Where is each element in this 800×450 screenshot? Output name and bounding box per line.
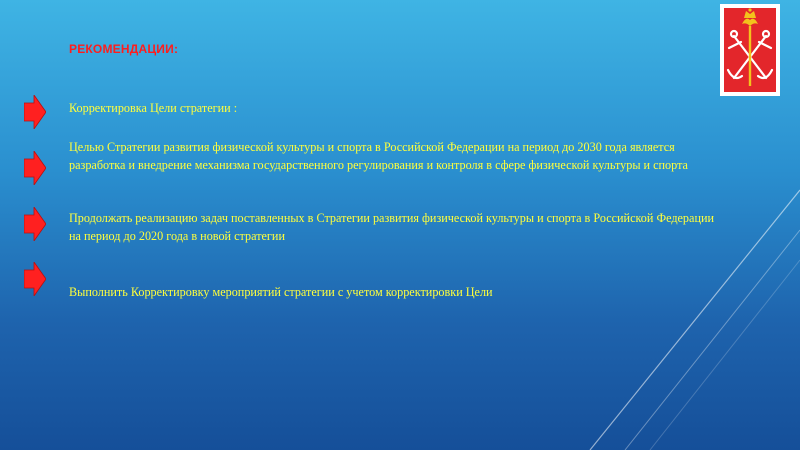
- paragraph-strategy-2030: Целью Стратегии развития физической культуры и спорта в Российской Федерации на период до 2030 года является разработка и внедрение механизма государственного регулирования и контроля в сфере физической культуры и спорта: [69, 140, 688, 172]
- paragraph-continue-tasks: Продолжать реализацию задач поставленных в Стратегии развития физической культуры и спорта в Российской Федерации на период до 2020 года в новой стратегии: [69, 211, 715, 243]
- paragraph-adjust-measures: Выполнить Корректировку мероприятий стратегии с учетом корректировки Цели: [69, 285, 493, 299]
- paragraph-goal-adjustment: Корректировка Цели стратегии :: [69, 101, 238, 115]
- red-right-arrow-icon: [24, 207, 46, 241]
- coat-of-arms-icon: [720, 4, 780, 96]
- slide-heading: РЕКОМЕНДАЦИИ:: [69, 42, 179, 56]
- red-right-arrow-icon: [24, 95, 46, 129]
- red-right-arrow-icon: [24, 151, 46, 185]
- red-right-arrow-icon: [24, 262, 46, 296]
